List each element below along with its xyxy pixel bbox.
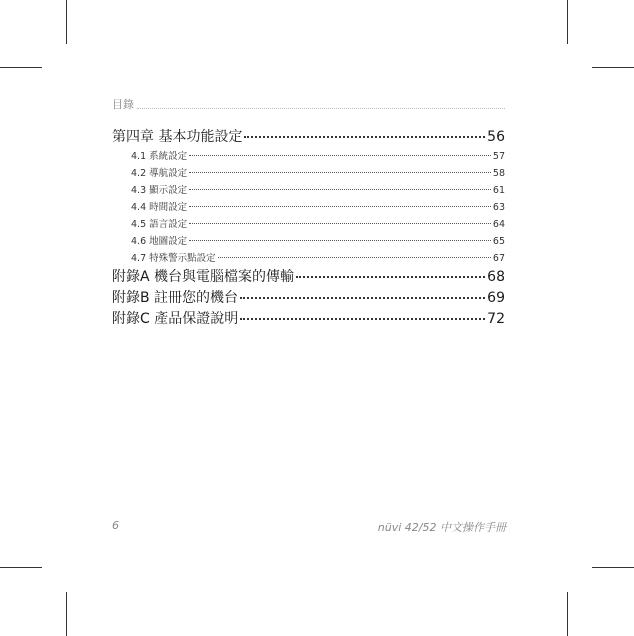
toc-section-entry[interactable] bbox=[112, 233, 505, 250]
crop-mark bbox=[567, 0, 568, 44]
toc-section-entry[interactable] bbox=[112, 216, 505, 233]
toc-entry-page: 56 bbox=[487, 129, 505, 145]
toc-entry-title: 4.3 顯示設定 bbox=[131, 185, 188, 196]
toc-appendix-entry[interactable] bbox=[112, 288, 505, 309]
dot-leader bbox=[189, 154, 491, 156]
toc-section-entry[interactable] bbox=[112, 148, 505, 165]
table-of-contents bbox=[112, 126, 505, 330]
toc-entry-title: 第四章 基本功能設定 bbox=[112, 129, 243, 145]
toc-entry-title: 附錄A 機台與電腦檔案的傳輸 bbox=[112, 269, 295, 285]
toc-entry-title: 4.5 語言設定 bbox=[131, 219, 188, 230]
toc-appendix-entry[interactable] bbox=[112, 309, 505, 330]
dot-leader bbox=[240, 296, 485, 299]
toc-section-entry[interactable] bbox=[112, 250, 505, 267]
toc-appendix-entry[interactable] bbox=[112, 267, 505, 288]
page-number: 6 bbox=[112, 519, 119, 532]
toc-entry-page: 65 bbox=[492, 236, 505, 247]
dot-leader bbox=[189, 188, 491, 190]
dot-leader bbox=[189, 205, 491, 207]
crop-mark bbox=[592, 67, 634, 68]
toc-entry-page: 57 bbox=[492, 151, 505, 162]
toc-section-entry[interactable] bbox=[112, 165, 505, 182]
crop-mark bbox=[66, 592, 67, 636]
toc-entry-title: 4.4 時間設定 bbox=[131, 202, 188, 213]
toc-entry-page: 63 bbox=[492, 202, 505, 213]
crop-mark bbox=[66, 0, 67, 44]
toc-entry-page: 67 bbox=[492, 253, 505, 264]
toc-entry-page: 72 bbox=[487, 311, 505, 327]
dot-leader bbox=[189, 222, 491, 224]
toc-entry-title: 4.7 特殊警示點設定 bbox=[131, 253, 216, 264]
running-header: 目錄 bbox=[112, 98, 134, 111]
toc-section-entry[interactable] bbox=[112, 199, 505, 216]
toc-entry-title: 4.6 地圖設定 bbox=[131, 236, 188, 247]
dot-leader bbox=[296, 275, 485, 278]
toc-entry-title: 附錄C 產品保證說明 bbox=[112, 311, 239, 327]
crop-mark bbox=[0, 67, 42, 68]
toc-entry-title: 4.2 導航設定 bbox=[131, 168, 188, 179]
crop-mark bbox=[592, 567, 634, 568]
dot-leader bbox=[244, 135, 485, 138]
toc-section-entry[interactable] bbox=[112, 182, 505, 199]
toc-entry-page: 69 bbox=[487, 290, 505, 306]
crop-mark bbox=[0, 567, 42, 568]
dot-leader bbox=[189, 239, 491, 241]
crop-mark bbox=[567, 592, 568, 636]
toc-chapter-entry[interactable] bbox=[112, 126, 505, 148]
manual-title: nüvi 42/52 中文操作手冊 bbox=[377, 521, 506, 534]
toc-entry-page: 58 bbox=[492, 168, 505, 179]
toc-entry-title: 4.1 系統設定 bbox=[131, 151, 188, 162]
dot-leader bbox=[240, 317, 485, 320]
header-rule bbox=[137, 108, 505, 109]
dot-leader bbox=[189, 171, 491, 173]
toc-entry-page: 64 bbox=[492, 219, 505, 230]
toc-entry-page: 68 bbox=[487, 269, 505, 285]
dot-leader bbox=[218, 256, 491, 258]
toc-entry-title: 附錄B 註冊您的機台 bbox=[112, 290, 239, 306]
toc-entry-page: 61 bbox=[492, 185, 505, 196]
